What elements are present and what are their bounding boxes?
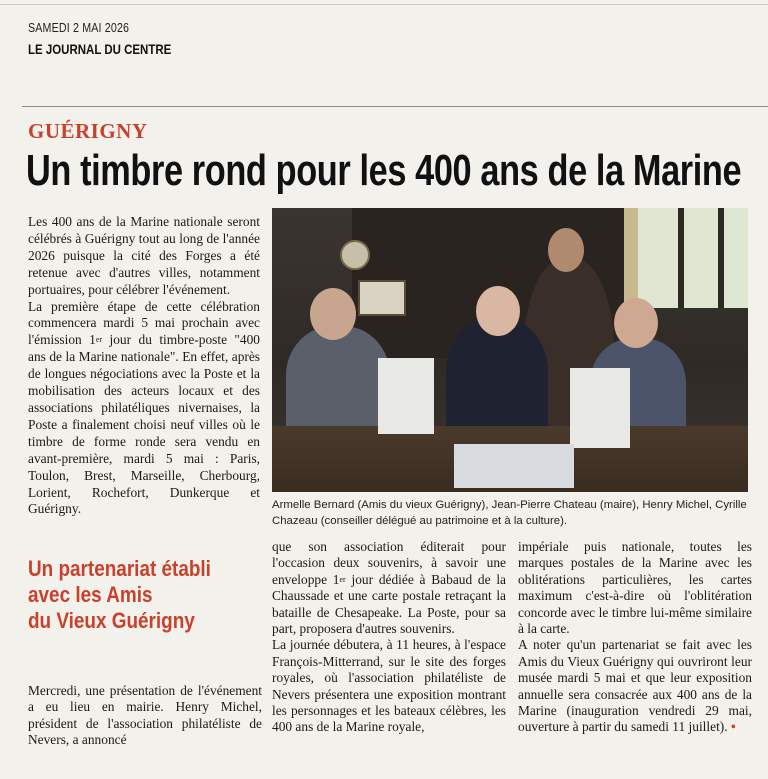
photo-window: [638, 208, 748, 308]
photo-clock: [340, 240, 370, 270]
column-2-paragraph-1: que son association éditerait pour l'occasion deux souvenirs, à savoir une enveloppe 1er jour dédiée à Babaud de la Chaussade et une carte postale retraçant la bataille de Chesapeake. La Poste, pour sa part, proposera d'autres souvenirs.: [272, 539, 506, 637]
lead-paragraph-1: Les 400 ans de la Marine nationale seront célébrés à Guérigny tout au long de l'année 2026 puisque la cité des Forges a été retenue avec d'autres villes, notamment portuaires, pour célébrer l'événement.: [28, 214, 260, 297]
article-headline: Un timbre rond pour les 400 ans de la Marine: [26, 146, 742, 195]
article-photo: [272, 208, 748, 492]
photo-stamp-sheet-left: [378, 358, 434, 434]
column-2-paragraph-2: La journée débutera, à 11 heures, à l'espace François-Mitterrand, sur le site des forges royales, où l'association philatéliste de Nevers présentera une exposition montrant les personnages et les bateaux célèbres, les 400 ans de la Marine royale,: [272, 637, 506, 735]
photo-document: [454, 444, 574, 488]
issue-date: SAMEDI 2 MAI 2026: [28, 20, 130, 35]
column-1: [28, 683, 262, 749]
newspaper-name: LE JOURNAL DU CENTRE: [28, 41, 172, 57]
lead-paragraph-2: La première étape de cette célébration commencera mardi 5 mai prochain avec l'émission 1er jour du timbre-poste "400 ans de la Marine nationale". En effet, après de longues négociations avec la Poste et la mobilisation des acteurs locaux et des associations philatéliques nivernaises, la Poste a finalement choisi neuf villes où le timbre de forme ronde sera vendu en avant-première, mardi 5 mai : Paris, Toulon, Brest, Marseille, Cherbourg, Lorient, Rochefort, Dunkerque et Guérigny.: [28, 298, 260, 517]
column-3-paragraph-2: A noter qu'un partenariat se fait avec les Amis du Vieux Guérigny qui ouvriront leur musée mardi 5 mai et que leur exposition annuelle sera consacrée aux 400 ans de la Marine (inauguration vendredi 29 mai, ouverture à partir du samedi 11 juillet). •: [518, 637, 752, 735]
header-divider: [22, 106, 768, 107]
top-rule: [0, 4, 768, 5]
section-subheading: Un partenariat établi avec les Amis du Vieux Guérigny: [28, 556, 211, 633]
column-1-paragraph: Mercredi, une présentation de l'événement a eu lieu en mairie. Henry Michel, président de l'association philatéliste de Nevers, a annoncé: [28, 683, 262, 748]
column-3-paragraph-1: impériale puis nationale, toutes les marques postales de la Marine avec les oblitérations particulières, les cartes maximum c'est-à-dire où l'oblitération concorde avec le timbre lui-même similaire à la carte.: [518, 539, 752, 637]
article-lead: [28, 214, 260, 518]
photo-picture-frame: [358, 280, 406, 316]
article-kicker: GUÉRIGNY: [28, 119, 148, 143]
photo-caption: Armelle Bernard (Amis du vieux Guérigny), Jean-Pierre Chateau (maire), Henry Michel, Cyrille Chazeau (conseiller délégué au patrimoine et à la culture).: [272, 499, 747, 527]
column-2: [272, 539, 506, 736]
column-3: [518, 539, 752, 736]
photo-stamp-sheet-right: [570, 368, 630, 448]
end-mark: •: [730, 719, 736, 735]
